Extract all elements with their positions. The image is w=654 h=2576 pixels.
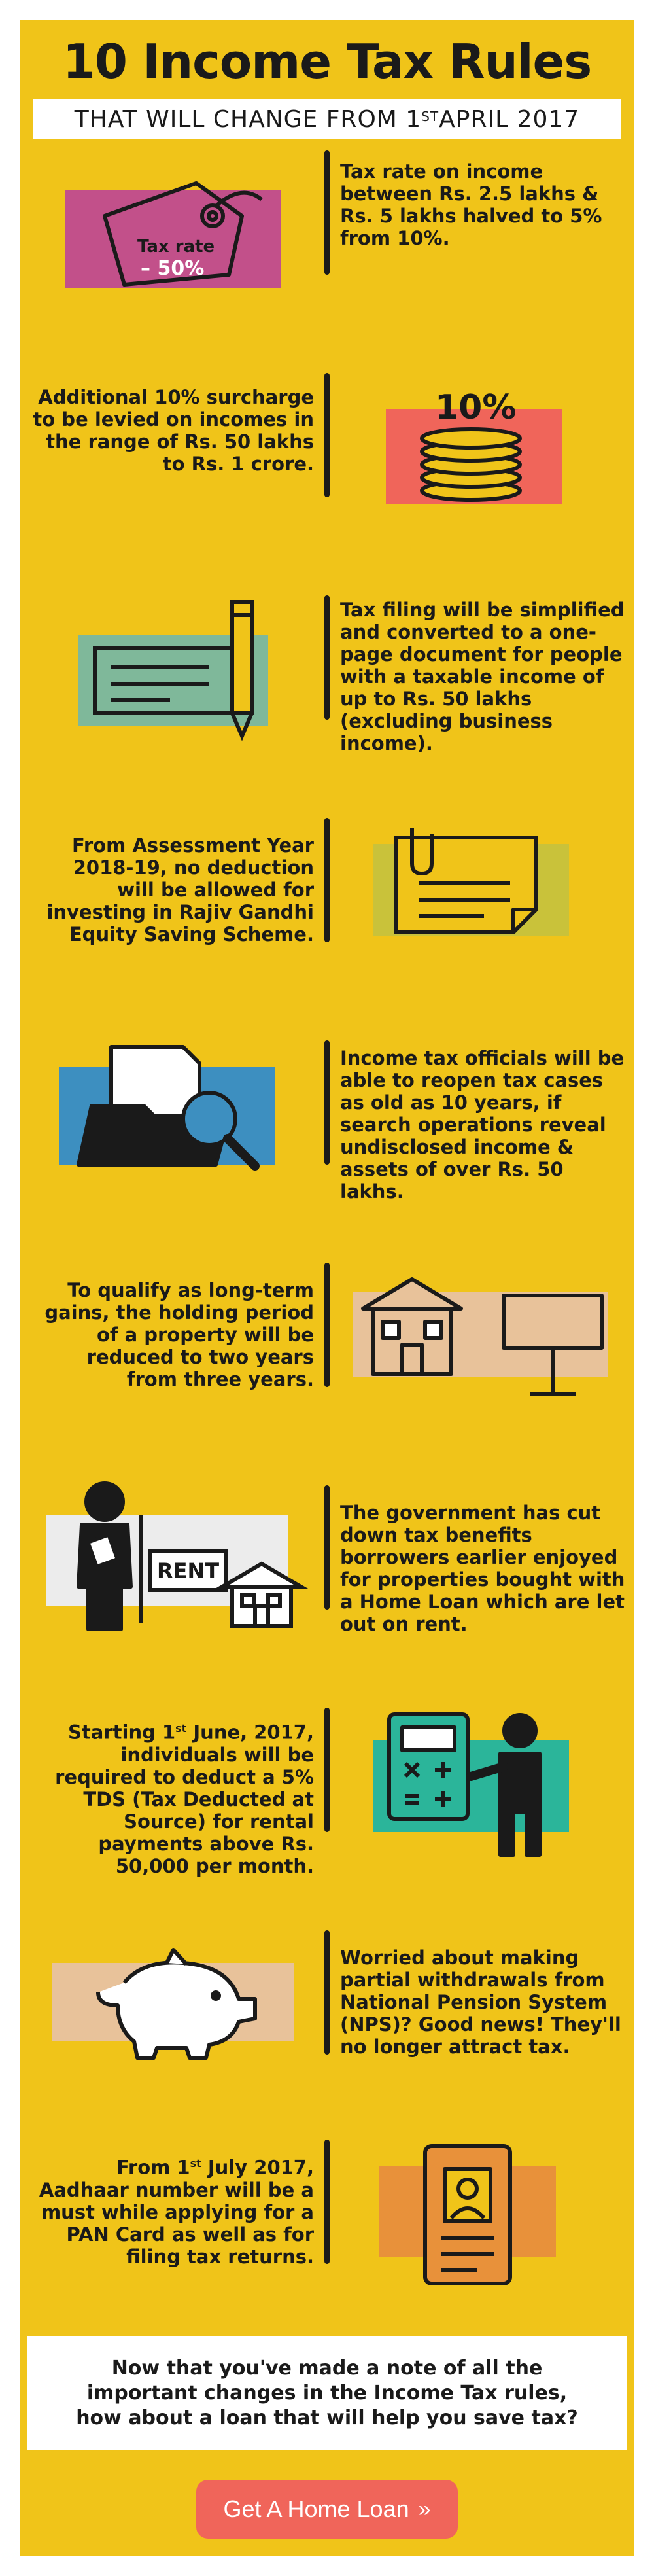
subtitle-ordinal: ST — [421, 109, 439, 124]
divider — [324, 595, 330, 720]
rule-4-text: From Assessment Year 2018-19, no deduction will be allowed for investing in Rajiv Gandhi Equity Saving Scheme. — [46, 834, 314, 945]
calculator-person-icon — [353, 1701, 589, 1861]
page-title: 10 Income Tax Rules — [62, 34, 592, 89]
coins-label: 10% — [435, 388, 517, 427]
rule-5-text: Income tax officials will be able to reopen tax cases as old as 10 years, if search operations reveal undisclosed income & assets of over Rs. 50 lakhs. — [340, 1047, 625, 1203]
rule-10-text-start: From 1 — [116, 2156, 190, 2179]
footer-note: Now that you've made a note of all the important changes in the Income Tax rules, how about a loan that will help you save tax? — [27, 2336, 627, 2450]
document-clip-icon — [373, 818, 582, 951]
rule-4 — [20, 798, 634, 1021]
divider — [324, 2140, 330, 2264]
rule-9 — [20, 1911, 634, 2133]
divider — [324, 818, 330, 942]
search-files-icon — [59, 1040, 294, 1187]
rule-8-text — [33, 1718, 314, 1877]
rule-1-text: Tax rate on income between Rs. 2.5 lakhs & Rs. 5 lakhs halved to 5% from 10%. — [340, 160, 602, 249]
house-signboard-icon — [353, 1273, 615, 1406]
divider — [324, 1485, 330, 1610]
subtitle-text: THAT WILL CHANGE FROM 1 — [74, 105, 422, 133]
price-tag-icon — [65, 170, 288, 297]
rent-sign-person-icon — [46, 1475, 320, 1635]
rule-10-text-rest: July 2017, Aadhaar number will be a must while applying for a PAN Card as well as for filing tax returns. — [39, 2156, 314, 2268]
divider — [324, 1930, 330, 2055]
tag-label-2: – 50% — [141, 257, 205, 280]
header — [20, 20, 634, 131]
divider — [324, 150, 330, 275]
tag-label-1: Tax rate — [137, 237, 215, 256]
rule-1 — [20, 131, 634, 353]
divider — [324, 1040, 330, 1165]
rule-5 — [20, 1021, 634, 1243]
rule-10-text — [33, 2153, 314, 2268]
rule-7 — [20, 1466, 634, 1688]
rent-sign-label: RENT — [157, 1559, 220, 1583]
get-home-loan-button[interactable] — [196, 2480, 458, 2539]
rule-3 — [20, 576, 634, 798]
rule-2 — [20, 353, 634, 576]
piggy-bank-icon — [52, 1943, 301, 2064]
rule-3-text: Tax filing will be simplified and converted to a one-page document for people with a taxable income of up to Rs. 50 lakhs (excluding business income). — [340, 599, 625, 754]
rule-8-ordinal: st — [175, 1722, 187, 1735]
rule-10-ordinal: st — [190, 2157, 201, 2170]
cta-label: Get A Home Loan — [223, 2496, 409, 2522]
rule-6-text: To qualify as long-term gains, the holding period of a property will be reduced to two years from three years. — [44, 1279, 314, 1390]
rule-2-text: Additional 10% surcharge to be levied on incomes in the range of Rs. 50 lakhs to Rs. 1 crore. — [33, 386, 314, 475]
rule-9-text: Worried about making partial withdrawals from National Pension System (NPS)? Good news! They'll no longer attract tax. — [340, 1947, 621, 2058]
cheque-pen-icon — [78, 589, 288, 749]
divider — [324, 1708, 330, 1832]
rule-8-text-start: Starting 1 — [68, 1721, 176, 1744]
divider — [324, 373, 330, 497]
double-chevron-right-icon: » — [418, 2496, 431, 2522]
rule-6 — [20, 1243, 634, 1466]
divider — [324, 1263, 330, 1387]
rule-7-text: The government has cut down tax benefits borrowers earlier enjoyed for properties bought with a Home Loan which are let out on rent. — [340, 1502, 625, 1635]
rule-8-text-rest: June, 2017, individuals will be required to deduct a 5% TDS (Tax Deducted at Source) for rental payments above Rs. 50,000 per month. — [55, 1721, 314, 1877]
rule-10 — [20, 2120, 634, 2342]
coins-icon — [373, 373, 569, 513]
rule-8 — [20, 1688, 634, 1911]
id-card-icon — [373, 2140, 569, 2293]
subtitle-date: APRIL 2017 — [439, 105, 580, 133]
